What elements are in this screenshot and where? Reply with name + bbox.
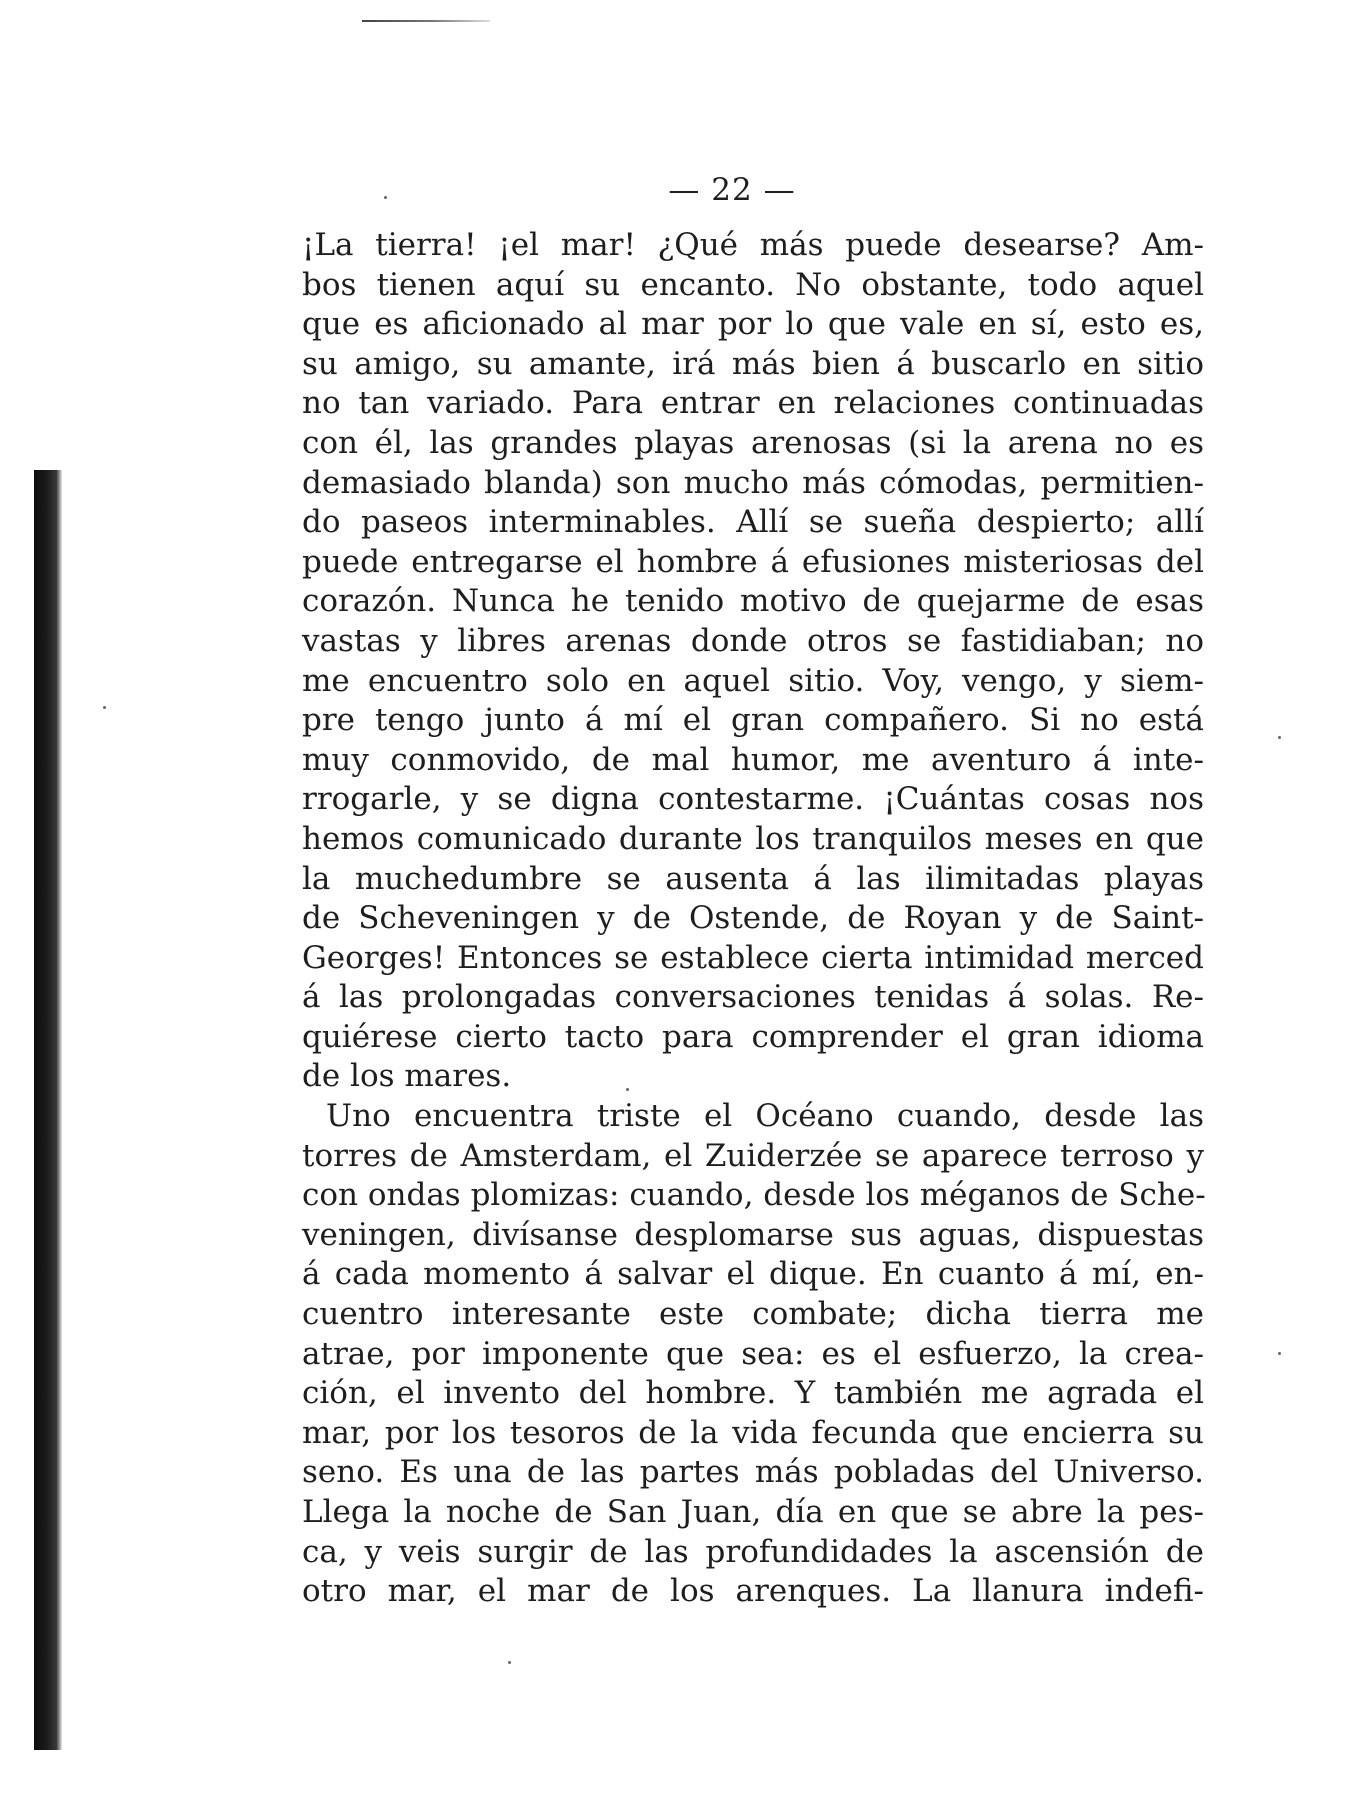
text-line: vastas y libres arenas donde otros se fastidiaban; no: [302, 622, 1204, 659]
text-line: otro mar, el mar de los arenques. La llanura indefi-: [302, 1573, 1204, 1610]
text-line: torres de Amsterdam, el Zuiderzée se aparece terroso y: [302, 1137, 1204, 1174]
top-edge-rule: [362, 20, 490, 22]
text-line: atrae, por imponente que sea: es el esfuerzo, la crea-: [302, 1335, 1204, 1372]
text-line: con ondas plomizas: cuando, desde los méganos de Sche-: [302, 1177, 1206, 1214]
text-line: cuentro interesante este combate; dicha tierra me: [302, 1296, 1204, 1333]
text-line: mar, por los tesoros de la vida fecunda que encierra su: [302, 1414, 1204, 1451]
text-line: demasiado blanda) son mucho más cómodas, permitien-: [302, 464, 1204, 501]
text-line: do paseos interminables. Allí se sueña despierto; allí: [302, 504, 1204, 541]
paper-speck: [508, 1661, 511, 1664]
text-line: puede entregarse el hombre á efusiones misteriosas del: [302, 543, 1204, 580]
text-line: no tan variado. Para entrar en relaciones continuadas: [302, 385, 1204, 422]
text-line: con él, las grandes playas arenosas (si la arena no es: [302, 424, 1204, 461]
body-text: [302, 226, 1204, 1612]
text-line: Llega la noche de San Juan, día en que se abre la pes-: [302, 1494, 1204, 1530]
text-line: corazón. Nunca he tenido motivo de quejarme de esas: [302, 583, 1204, 620]
text-line: me encuentro solo en aquel sitio. Voy, vengo, y siem-: [302, 662, 1204, 699]
page-number: — 22 —: [668, 172, 796, 208]
text-line: que es aficionado al mar por lo que vale en sí, esto es,: [302, 306, 1204, 343]
text-line: Georges! Entonces se establece cierta intimidad merced: [302, 939, 1204, 976]
text-line: ca, y veis surgir de las profundidades la ascensión de: [302, 1533, 1204, 1570]
text-line: á las prolongadas conversaciones tenidas á solas. Re-: [302, 979, 1204, 1016]
text-line: rrogarle, y se digna contestarme. ¡Cuántas cosas nos: [302, 781, 1204, 818]
text-line: bos tienen aquí su encanto. No obstante, todo aquel: [302, 266, 1204, 303]
text-line: la muchedumbre se ausenta á las ilimitadas playas: [302, 860, 1204, 897]
paragraph-end-line: de los mares.: [302, 1058, 512, 1095]
binding-shadow: [34, 470, 62, 1750]
text-line: seno. Es una de las partes más pobladas del Universo.: [302, 1454, 1204, 1491]
text-line: veningen, divísanse desplomarse sus aguas, dispuestas: [302, 1216, 1204, 1253]
text-line: de Scheveningen y de Ostende, de Royan y de Saint-: [302, 900, 1204, 937]
text-line: pre tengo junto á mí el gran compañero. Si no está: [302, 702, 1204, 739]
text-line: quiérese cierto tacto para comprender el gran idioma: [302, 1018, 1204, 1055]
text-line: hemos comunicado durante los tranquilos meses en que: [302, 820, 1204, 857]
text-line: su amigo, su amante, irá más bien á buscarlo en sitio: [302, 345, 1204, 382]
text-line: muy conmovido, de mal humor, me aventuro á inte-: [302, 741, 1204, 778]
paper-speck: [103, 706, 106, 709]
text-line: ¡La tierra! ¡el mar! ¿Qué más puede desearse? Am-: [302, 227, 1204, 263]
paragraph-start-line: Uno encuentra triste el Océano cuando, desde las: [326, 1098, 1204, 1135]
text-line: ción, el invento del hombre. Y también me agrada el: [302, 1375, 1204, 1412]
text-line: á cada momento á salvar el dique. En cuanto á mí, en-: [302, 1256, 1204, 1293]
paper-speck: [1278, 1352, 1281, 1355]
paper-speck: [1278, 736, 1281, 739]
